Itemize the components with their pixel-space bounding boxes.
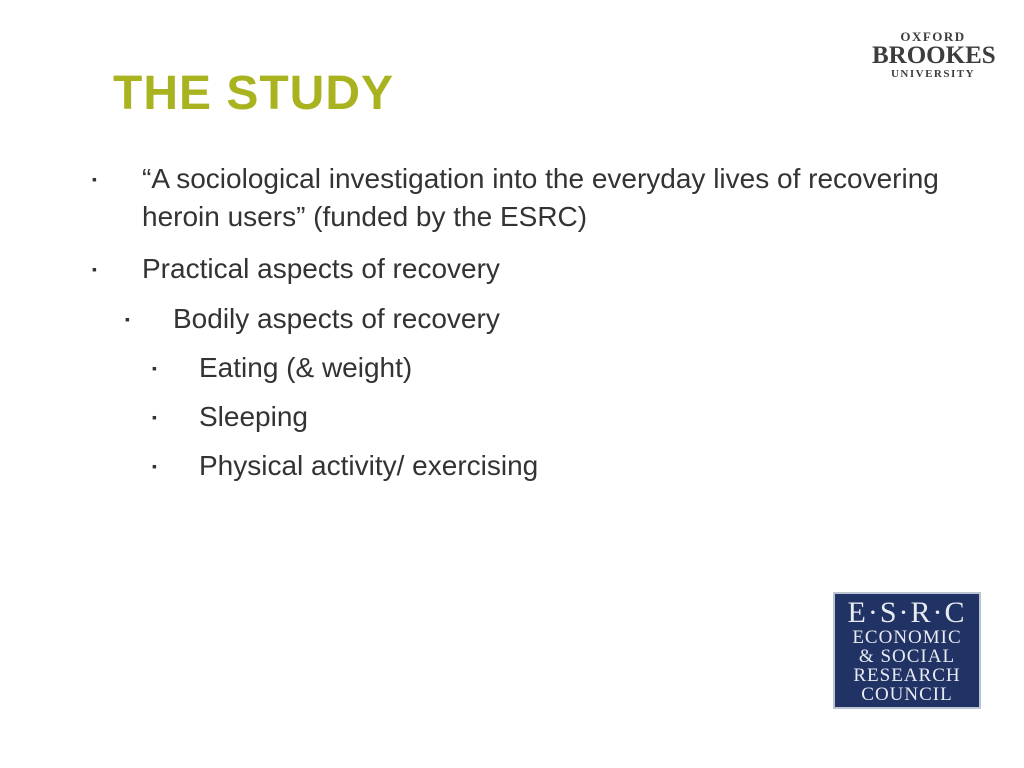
bullet-item-study xyxy=(92,160,962,236)
esrc-logo-line-2: ECONOMIC xyxy=(852,627,962,648)
bullet-marker: ▪ xyxy=(92,171,97,187)
bullet-item-practical xyxy=(92,250,962,288)
bullet-text: Bodily aspects of recovery xyxy=(173,303,500,334)
bullet-item-sleeping xyxy=(152,398,959,436)
bullet-marker: ▪ xyxy=(152,360,157,376)
bullet-marker: ▪ xyxy=(152,458,157,474)
logo-line-brookes: BROOKES xyxy=(872,42,996,69)
bullet-text: Practical aspects of recovery xyxy=(142,253,500,284)
bullet-text: Physical activity/ exercising xyxy=(199,450,539,481)
esrc-logo-line-5: COUNCIL xyxy=(861,684,953,705)
bullet-text: “A sociological investigation into the everyday lives of recovering heroin users” (funded by the ESRC) xyxy=(142,163,939,232)
logo-line-university: UNIVERSITY xyxy=(890,68,976,80)
bullet-marker: ▪ xyxy=(125,311,130,327)
bullet-marker: ▪ xyxy=(152,409,157,425)
oxford-brookes-logo xyxy=(872,30,994,80)
bullet-item-physical-activity xyxy=(152,447,959,485)
slide-title: THE STUDY xyxy=(113,67,395,120)
bullet-text: Eating (& weight) xyxy=(199,352,413,383)
esrc-logo-line-3: & SOCIAL xyxy=(858,646,956,667)
esrc-logo-line-4: RESEARCH xyxy=(853,665,961,686)
esrc-logo xyxy=(833,592,981,709)
bullet-item-eating xyxy=(152,349,959,387)
logo-line-oxford: OXFORD xyxy=(900,29,966,44)
esrc-logo-line-1: E·S·R·C xyxy=(847,596,967,629)
bullet-text: Sleeping xyxy=(199,401,308,432)
bullet-item-bodily xyxy=(125,300,953,338)
bullet-marker: ▪ xyxy=(92,261,97,277)
